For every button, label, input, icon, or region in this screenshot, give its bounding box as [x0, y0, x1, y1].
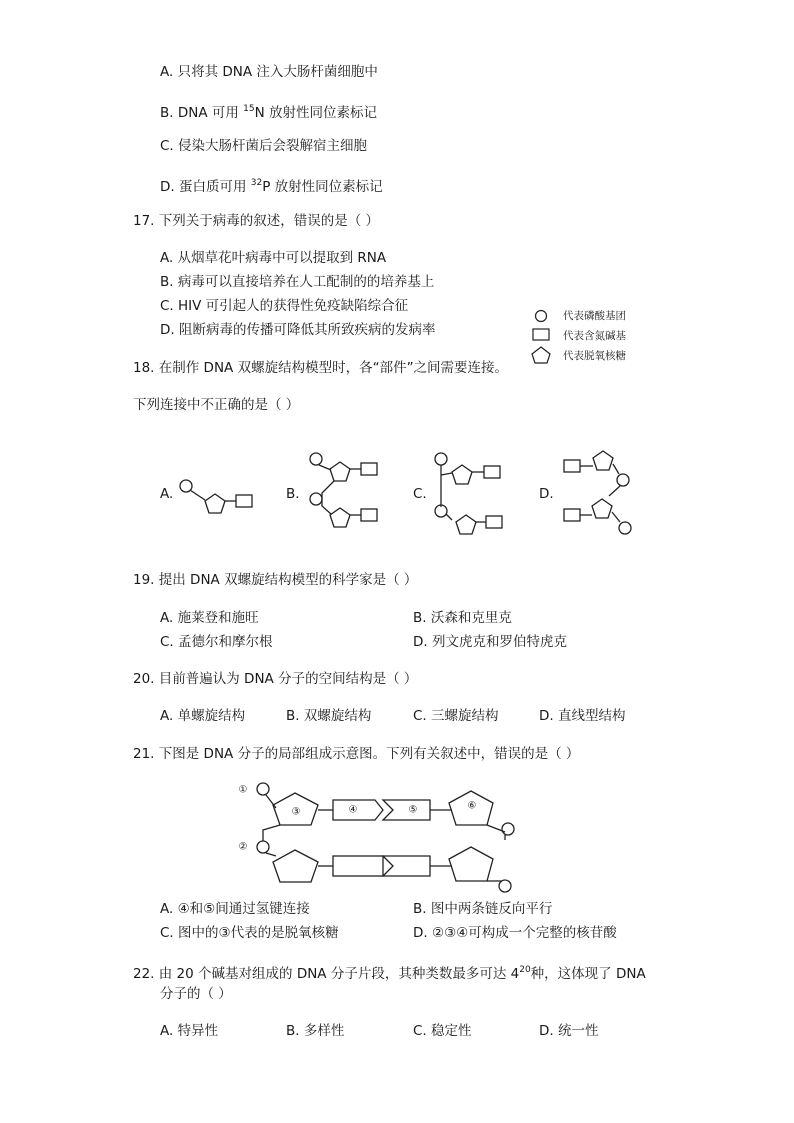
q20-stem: 20. 目前普遍认为 DNA 分子的空间结构是（ ） [133, 671, 418, 687]
q21-label-3: ③ [291, 806, 301, 818]
q21-option-c[interactable]: C. 图中的③代表的是脱氧核糖 [160, 925, 339, 941]
q20-option-d[interactable]: D. 直线型结构 [539, 708, 626, 724]
q22-stem-line2: 分子的（ ） [160, 986, 232, 1002]
q21-label-5: ⑤ [408, 804, 418, 816]
q22-option-c[interactable]: C. 稳定性 [413, 1023, 472, 1039]
q21-stem: 21. 下图是 DNA 分子的局部组成示意图。下列有关叙述中，错误的是（ ） [133, 746, 580, 762]
q21-label-2: ② [238, 841, 248, 853]
q16-option-b[interactable] [160, 100, 377, 122]
q22-option-a[interactable]: A. 特异性 [160, 1023, 219, 1039]
q16-option-a[interactable]: A. 只将其 DNA 注入大肠杆菌细胞中 [160, 64, 378, 80]
q21-label-1: ① [238, 784, 248, 796]
q16-option-c[interactable]: C. 侵染大肠杆菌后会裂解宿主细胞 [160, 138, 368, 154]
q20-option-c[interactable]: C. 三螺旋结构 [413, 708, 499, 724]
q17-option-b[interactable]: B. 病毒可以直接培养在人工配制的的培养基上 [160, 274, 435, 290]
legend-base-label: 代表含氮碱基 [563, 330, 626, 342]
q16-option-b-text: B. DNA 可用 [160, 105, 244, 121]
q19-option-d[interactable]: D. 列文虎克和罗伯特虎克 [413, 634, 567, 650]
q21-option-b[interactable]: B. 图中两条链反向平行 [413, 901, 553, 917]
q21-label-4: ④ [348, 804, 358, 816]
q17-option-a[interactable]: A. 从烟草花叶病毒中可以提取到 RNA [160, 250, 387, 266]
q21-option-a[interactable]: A. ④和⑤间通过氢键连接 [160, 901, 310, 917]
legend-sugar-label: 代表脱氧核糖 [563, 350, 626, 362]
q16-option-d-superscript: 32 [250, 178, 263, 188]
q18-option-d[interactable]: D. [539, 486, 554, 502]
q18-diagram-c [435, 453, 502, 534]
q19-option-a[interactable]: A. 施莱登和施旺 [160, 610, 259, 626]
q22-option-d[interactable]: D. 统一性 [539, 1023, 599, 1039]
q18-option-a[interactable]: A. [160, 486, 174, 502]
q20-option-b[interactable]: B. 双螺旋结构 [286, 708, 372, 724]
q18-option-b[interactable]: B. [286, 486, 300, 502]
legend-sugar-icon [532, 347, 550, 363]
q16-option-b-text-2: N 放射性同位素标记 [254, 105, 377, 121]
q18-diagram-a [180, 480, 252, 513]
q21-label-6: ⑥ [467, 800, 477, 812]
q22-stem-superscript: 20 [519, 965, 531, 975]
q16-option-d[interactable] [160, 174, 383, 196]
q16-option-d-text: D. 蛋白质可用 [160, 179, 251, 195]
legend-phosphate-label: 代表磷酸基团 [563, 310, 626, 322]
q20-option-a[interactable]: A. 单螺旋结构 [160, 708, 246, 724]
q19-option-c[interactable]: C. 孟德尔和摩尔根 [160, 634, 273, 650]
q22-option-b[interactable]: B. 多样性 [286, 1023, 345, 1039]
q21-option-d[interactable]: D. ②③④可构成一个完整的核苷酸 [413, 925, 617, 941]
q17-option-d[interactable]: D. 阻断病毒的传播可降低其所致疾病的发病率 [160, 322, 436, 338]
q17-option-c[interactable]: C. HIV 可引起人的获得性免疫缺陷综合征 [160, 298, 409, 314]
q18-option-c[interactable]: C. [413, 486, 427, 502]
q16-option-b-superscript: 15 [243, 104, 255, 114]
q18-stem-line2: 下列连接中不正确的是（ ） [133, 397, 300, 413]
q19-option-b[interactable]: B. 沃森和克里克 [413, 610, 512, 626]
q18-stem: 18. 在制作 DNA 双螺旋结构模型时，各“部件”之间需要连接。 [133, 360, 509, 376]
q22-stem-text: 22. 由 20 个碱基对组成的 DNA 分子片段，其种类数最多可达 4 [133, 966, 520, 982]
q22-stem [133, 961, 646, 983]
q18-diagram-d [564, 451, 631, 534]
legend-phosphate-icon [536, 311, 547, 322]
q16-option-d-text-2: P 放射性同位素标记 [262, 179, 383, 195]
legend-base-icon [533, 329, 549, 340]
q17-stem: 17. 下列关于病毒的叙述，错误的是（ ） [133, 213, 380, 229]
q19-stem: 19. 提出 DNA 双螺旋结构模型的科学家是（ ） [133, 572, 418, 588]
q18-diagram-b [310, 453, 377, 527]
q22-stem-text-2: 种，这体现了 DNA [530, 966, 646, 982]
